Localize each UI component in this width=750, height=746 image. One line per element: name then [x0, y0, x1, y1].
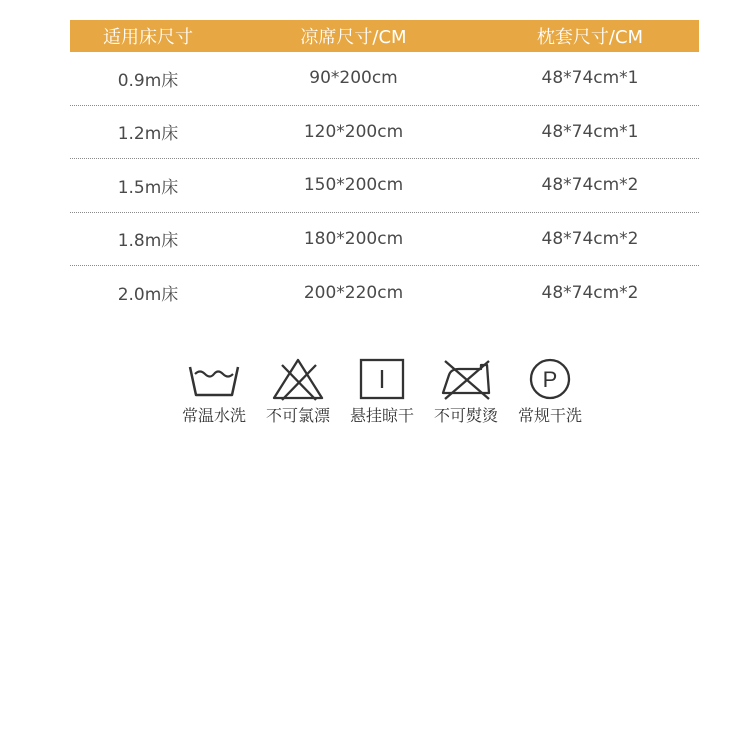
- wash-basin-icon: [184, 356, 244, 402]
- bed-size-cell: 1.5m床: [117, 177, 179, 198]
- mat-size-cell: 120*200cm: [303, 121, 404, 142]
- bed-size-cell: 0.9m床: [117, 70, 179, 91]
- care-item-no-iron: [424, 356, 508, 426]
- mat-size-cell: 180*200cm: [303, 228, 404, 249]
- hang-dry-icon: [352, 356, 412, 402]
- pillowcase-cell: 48*74cm*1: [541, 121, 639, 142]
- bed-size-cell: 2.0m床: [117, 285, 179, 306]
- header-bed-size: 适用床尺寸: [103, 27, 193, 48]
- care-label: 不可熨烫: [433, 406, 498, 425]
- care-label: 悬挂晾干: [349, 406, 414, 425]
- bed-size-cell: 1.8m床: [117, 231, 179, 252]
- care-item-dry-clean: [508, 356, 592, 426]
- header-pillowcase-size: 枕套尺寸/CM: [536, 27, 644, 48]
- pillowcase-cell: 48*74cm*1: [541, 68, 639, 89]
- table-row: [70, 159, 699, 213]
- pillowcase-cell: 48*74cm*2: [541, 282, 639, 303]
- care-label: 常规干洗: [517, 406, 582, 425]
- table-row: [70, 106, 699, 160]
- table-header: [70, 20, 699, 52]
- mat-size-cell: 150*200cm: [303, 175, 404, 196]
- no-bleach-icon: [268, 356, 328, 402]
- care-label: 不可氯漂: [265, 406, 330, 425]
- mat-size-cell: 90*200cm: [309, 68, 398, 89]
- bed-size-cell: 1.2m床: [117, 124, 179, 145]
- dry-clean-p-icon: [520, 356, 580, 402]
- table-row: [70, 266, 699, 320]
- care-item-hang-dry: [340, 356, 424, 426]
- dry-clean-symbol: P: [542, 367, 558, 392]
- mat-size-cell: 200*220cm: [303, 282, 404, 303]
- pillowcase-cell: 48*74cm*2: [541, 175, 639, 196]
- table-row: [70, 52, 699, 106]
- care-instructions: [172, 356, 592, 426]
- pillowcase-cell: 48*74cm*2: [541, 228, 639, 249]
- care-item-wash: [172, 356, 256, 426]
- no-iron-icon: [436, 356, 496, 402]
- care-label: 常温水洗: [181, 406, 246, 425]
- header-mat-size: 凉席尺寸/CM: [300, 27, 407, 48]
- size-table: [70, 20, 699, 320]
- table-row: [70, 213, 699, 267]
- care-item-no-bleach: [256, 356, 340, 426]
